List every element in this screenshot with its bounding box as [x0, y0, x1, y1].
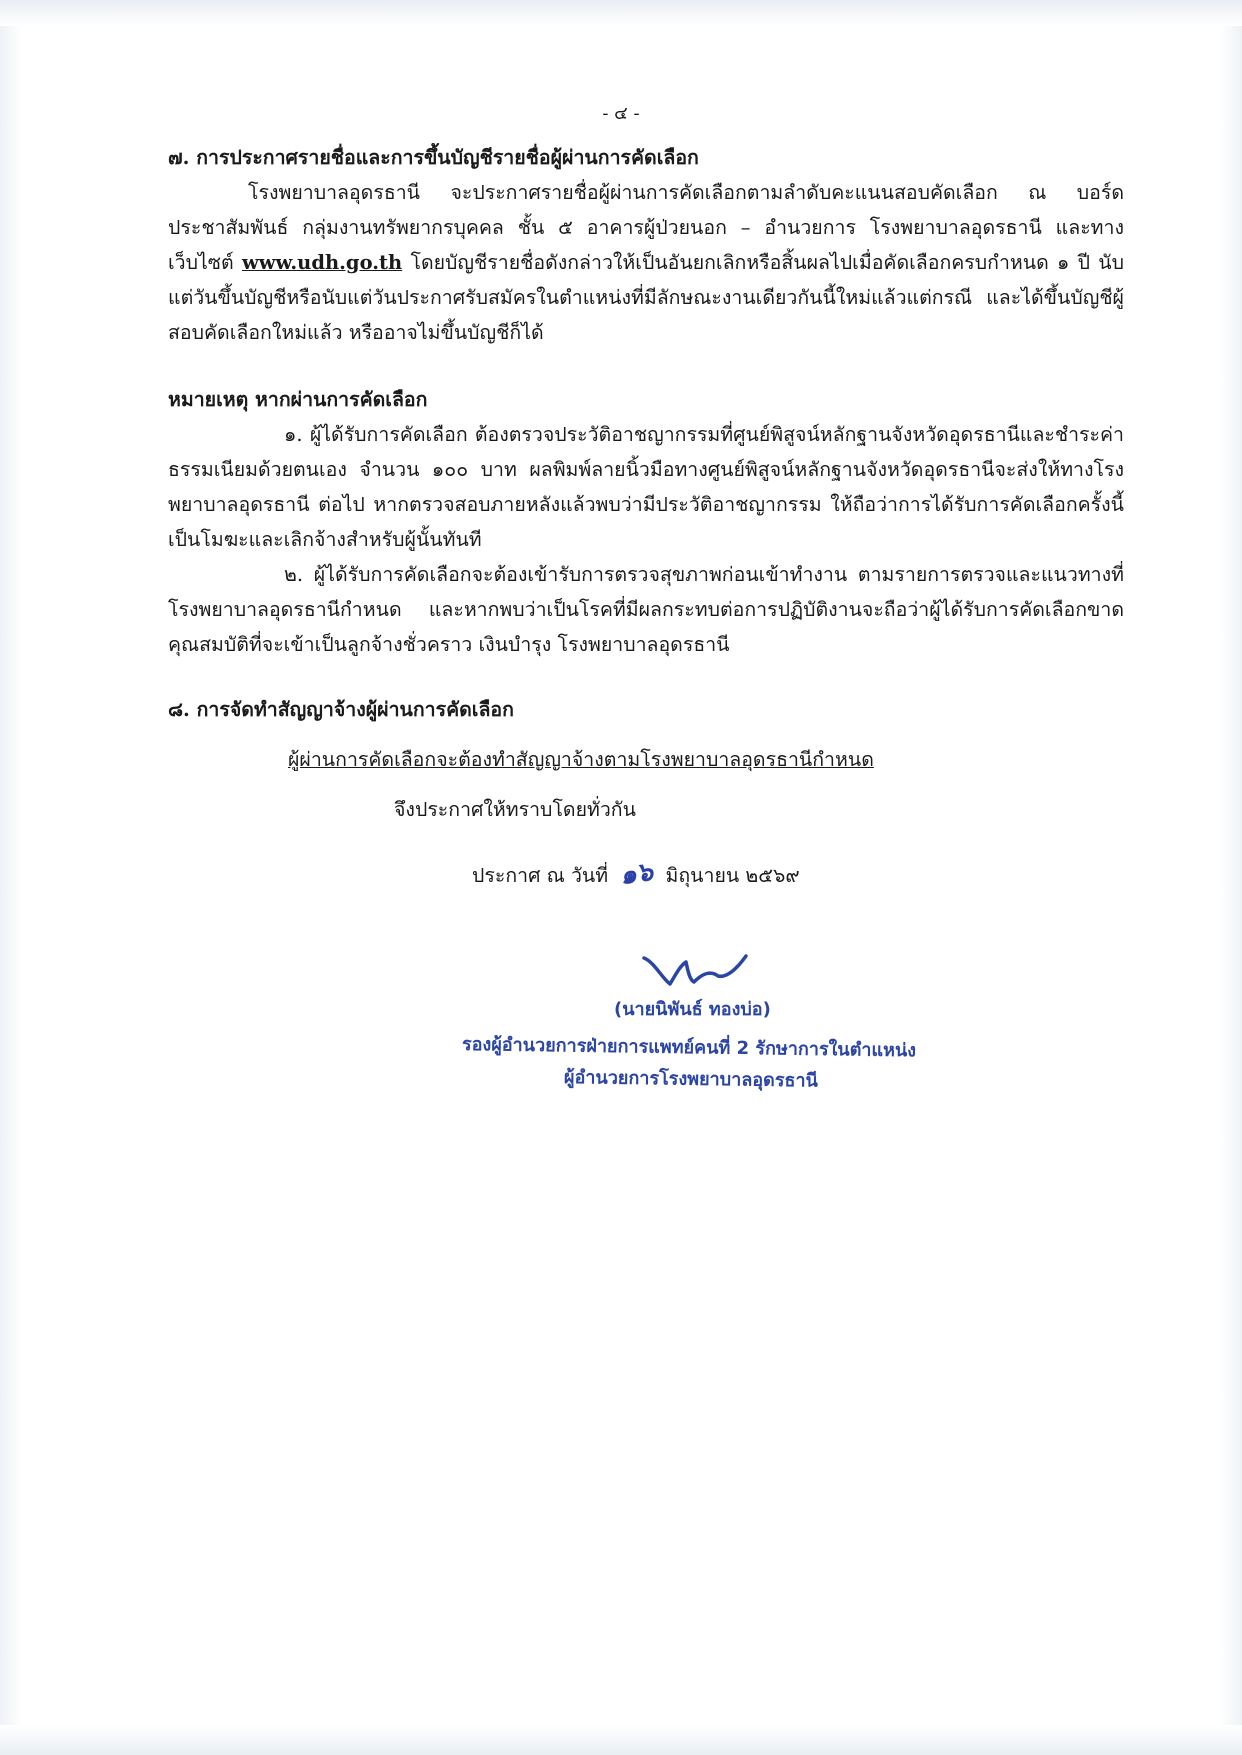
- remark-section: [168, 382, 1124, 662]
- remark-item-1: ๑. ผู้ได้รับการคัดเลือก ต้องตรวจประวัติอาชญากรรมที่ศูนย์พิสูจน์หลักฐานจังหวัดอุดรธานีและชำระค่าธรรมเนียมด้วยตนเอง จำนวน ๑๐๐ บาท ผลพิมพ์ลายนิ้วมือทางศูนย์พิสูจน์หลักฐานจังหวัดอุดรธานีจะส่งให้ทางโรงพยาบาลอุดรธานี ต่อไป หากตรวจสอบภายหลังแล้วพบว่ามีประวัติอาชญากรรม ให้ถือว่าการได้รับการคัดเลือกครั้งนี้เป็นโมฆะและเลิกจ้างสำหรับผู้นั้นทันที: [168, 423, 1124, 551]
- announcement-line: จึงประกาศให้ทราบโดยทั่วกัน: [394, 798, 636, 821]
- date-suffix: มิถุนายน ๒๕๖๙: [665, 864, 800, 887]
- section-7: [168, 140, 1124, 350]
- section-7-paragraph: [168, 175, 1124, 350]
- remark-heading: หมายเหตุ หากผ่านการคัดเลือก: [168, 388, 428, 411]
- section-7-text-before-url: โรงพยาบาลอุดรธานี จะประกาศรายชื่อผู้ผ่านการคัดเลือกตามลำดับคะแนนสอบคัดเลือก ณ บอร์ดประชาสัมพันธ์ กลุ่มงานทรัพยากรบุคคล ชั้น ๕ อาคารผู้ป่วยนอก – อำนวยการ โรงพยาบาลอุดรธานี และทางเว็บไซต์: [168, 181, 1124, 274]
- section-8: [168, 692, 1124, 727]
- signer-position-1: รองผู้อำนวยการฝ่ายการแพทย์คนที่ 2 รักษาการในตำแหน่ง: [461, 1034, 917, 1062]
- remark-item-2: ๒. ผู้ได้รับการคัดเลือกจะต้องเข้ารับการตรวจสุขภาพก่อนเข้าทำงาน ตามรายการตรวจและแนวทางที่โรงพยาบาลอุดรธานีกำหนด และหากพบว่าเป็นโรคที่มีผลกระทบต่อการปฏิบัติงานจะถือว่าผู้ได้รับการคัดเลือกขาดคุณสมบัติที่จะเข้าเป็นลูกจ้างชั่วคราว เงินบำรุง โรงพยาบาลอุดรธานี: [168, 563, 1124, 656]
- announcement-date: [472, 857, 800, 893]
- section-8-heading: ๘. การจัดทำสัญญาจ้างผู้ผ่านการคัดเลือก: [168, 698, 514, 721]
- contract-line: ผู้ผ่านการคัดเลือกจะต้องทำสัญญาจ้างตามโรงพยาบาลอุดรธานีกำหนด: [288, 748, 874, 771]
- signer-name: (นายนิพันธ์ ทองบ่อ): [614, 999, 771, 1020]
- section-7-heading: ๗. การประกาศรายชื่อและการขึ้นบัญชีรายชื่อผู้ผ่านการคัดเลือก: [168, 146, 699, 169]
- scan-bottom-edge: [0, 1725, 1242, 1755]
- website-link[interactable]: www.udh.go.th: [241, 251, 403, 274]
- section-7-text-after-url: โดยบัญชีรายชื่อดังกล่าวให้เป็นอันยกเลิกหรือสิ้นผลไปเมื่อคัดเลือกครบกำหนด ๑ ปี นับแต่วันขึ้นบัญชีหรือนับแต่วันประกาศรับสมัครในตำแหน่งที่มีลักษณะงานเดียวกันนี้ใหม่แล้วแต่กรณี และได้ขึ้นบัญชีผู้สอบคัดเลือกใหม่แล้ว หรืออาจไม่ขึ้นบัญชีก็ได้: [168, 251, 1124, 344]
- signer-position-2: ผู้อำนวยการโรงพยาบาลอุดรธานี: [563, 1067, 819, 1092]
- handwritten-day: ๑๖: [618, 856, 656, 892]
- page-number: - ๔ -: [602, 103, 640, 124]
- scan-top-edge: [0, 0, 1242, 26]
- signature: [640, 948, 750, 998]
- date-prefix: ประกาศ ณ วันที่: [472, 864, 609, 887]
